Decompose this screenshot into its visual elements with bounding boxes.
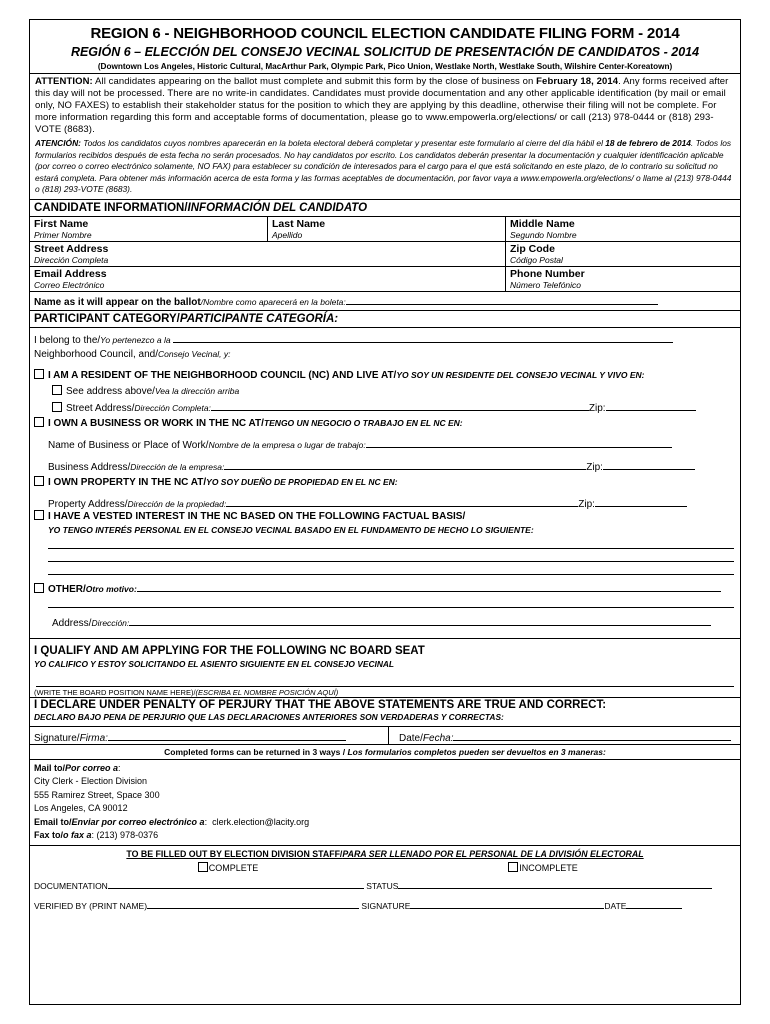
mail-address-line-3: Los Angeles, CA 90012 (34, 803, 128, 813)
incomplete-checkbox[interactable] (508, 862, 518, 872)
contact-row (30, 267, 740, 292)
business-address-row (30, 460, 740, 473)
vested-label-es: YO TENGO INTERÉS PERSONAL EN EL CONSEJO VECINAL BASADO EN EL FUNDAMENTO DE HECHO LO SIGUIENTE: (48, 524, 534, 535)
business-zip-field[interactable] (603, 460, 695, 470)
belong-label: I belong to the/ (34, 334, 101, 346)
attention-text: All candidates appearing on the ballot must complete and submit this form by the close of business on (92, 76, 537, 87)
staff-date-label: DATE (604, 900, 627, 911)
participant-heading-es: PARTICIPANTE CATEGORÍA: (179, 312, 339, 325)
attention-text-b: . Any forms received after this day will not be processed. There are no write-in candidates. Candidates must provide documentation and any other applicable identification (by mail or email only, NO FAXES) to establish their stakeholder status for the position to which they are applying by this deadline, otherwise their filing will not be complete. For more information regarding this form and acceptable forms of documentation, please go to www.empowerla.org/elections/ or call (213) 978-0444 or (818) 293-VOTE (8683). (35, 76, 729, 135)
vested-line-3[interactable] (48, 562, 734, 575)
vested-checkbox[interactable] (34, 510, 44, 520)
vested-line-2[interactable] (48, 549, 734, 562)
other-address-field[interactable] (129, 616, 711, 626)
phone-label-es: Número Telefónico (510, 279, 582, 290)
property-row (30, 476, 740, 488)
vested-line-1[interactable] (48, 536, 734, 549)
resident-label-es: YO SOY UN RESIDENTE DEL CONSEJO VECINAL Y VIVO EN: (396, 369, 645, 380)
staff-signature-label: SIGNATURE (361, 900, 411, 911)
declare-heading: I DECLARE UNDER PENALTY OF PERJURY THAT THE ABOVE STATEMENTS ARE TRUE AND CORRECT: (34, 698, 607, 711)
staff-status-row (30, 859, 740, 873)
business-name-field[interactable] (366, 438, 672, 448)
other-line-2[interactable] (48, 595, 734, 608)
verified-label: VERIFIED BY (PRINT NAME) (34, 900, 148, 911)
write-position-row (30, 687, 740, 698)
fax-row: Fax to/o fax a: (213) 978-0376 (34, 830, 159, 840)
incomplete-label: INCOMPLETE (519, 862, 578, 873)
other-address-label-es: Dirección: (91, 617, 130, 628)
email-row: Email to/Enviar por correo electrónico a: clerk.election@lacity.org (34, 816, 310, 827)
belong-row (30, 333, 740, 346)
middle-name-field[interactable] (506, 217, 740, 241)
business-zip-label: Zip: (586, 461, 603, 473)
staff-heading (30, 846, 740, 859)
see-above-label: See address above/ (66, 385, 155, 397)
nc-label: Neighborhood Council, and/ (34, 348, 158, 360)
nc-label-es: Consejo Vecinal, y: (157, 348, 231, 359)
property-zip-field[interactable] (595, 497, 687, 507)
phone-label: Phone Number (510, 267, 585, 280)
ballot-name-label: Name as it will appear on the ballot (34, 296, 201, 308)
email-label-es: Correo Electrónico (34, 279, 105, 290)
first-name-label: First Name (34, 217, 89, 230)
complete-label: COMPLETE (208, 862, 259, 873)
property-address-label: Property Address/ (48, 498, 128, 510)
mail-address-line-1: City Clerk - Election Division (34, 776, 148, 786)
vested-label: I HAVE A VESTED INTEREST IN THE NC BASED ON THE FOLLOWING FACTUAL BASIS/ (48, 510, 466, 522)
clerk-email: clerk.election@lacity.org (212, 816, 310, 827)
documentation-field[interactable] (108, 879, 364, 889)
qualify-heading-es: YO CALIFICO Y ESTOY SOLICITANDO EL ASIENTO SIGUIENTE EN EL CONSEJO VECINAL (34, 658, 395, 669)
mail-address-line-2: 555 Ramirez Street, Space 300 (34, 789, 160, 800)
attention-text-es-b: . Todos los formularios recibidos después de esta fecha no serán procesados. No hay candidatos por escrito. Los candidatos deberán presentar la documentación y cualquier identificación aplicable (por correo o correo electrónico solamente, NO FAX) para establecer su condición de interesados para el cargo para el que está solicitando en este plazo, de lo contrario su solicitud no estará completa. Para obtener más información acerca de esta forma y las formas aceptables de documentación, por favor vaya a www.empowerla.org/elections/ o llame al (213) 978-0444 o (818) 293-VOTE (8683). (35, 138, 732, 194)
first-name-label-es: Primer Nombre (34, 229, 92, 240)
board-seat-field[interactable] (36, 669, 734, 687)
business-name-label: Name of Business or Place of Work/ (48, 439, 209, 451)
property-address-field[interactable] (226, 497, 578, 507)
attention-text-es: Todos los candidatos cuyos nombres aparecerán en la boleta electoral deberá completar y presentar este formulario al cierre del día hábil el (80, 138, 606, 148)
name-row (30, 217, 740, 242)
deadline-date: February 18, 2014 (536, 76, 619, 87)
resident-checkbox[interactable] (34, 369, 44, 379)
work-label: I OWN A BUSINESS OR WORK IN THE NC AT/ (48, 417, 264, 429)
property-label-es: YO SOY DUEÑO DE PROPIEDAD EN EL NC EN: (206, 476, 398, 487)
ballot-name-field[interactable] (346, 295, 658, 305)
attention-label-es: ATENCIÓN: (35, 138, 81, 148)
address-row (30, 242, 740, 267)
other-label-es: Otro motivo: (85, 583, 137, 594)
date-label-es: Fecha: (422, 732, 454, 744)
write-position-label-es: (ESCRIBA EL NOMBRE POSICIÓN AQUÍ) (195, 687, 339, 697)
verified-field[interactable] (147, 899, 359, 909)
attention-notice (30, 74, 740, 138)
incomplete-option (386, 862, 740, 873)
qualify-heading: I QUALIFY AND AM APPLYING FOR THE FOLLOWING NC BOARD SEAT (34, 644, 425, 657)
staff-verified-row (30, 899, 740, 911)
property-zip-label: Zip: (578, 498, 595, 510)
date-cell (389, 727, 740, 744)
nc-name-field[interactable] (173, 333, 673, 343)
phone-number-field[interactable] (506, 267, 740, 291)
participant-section-heading (30, 311, 740, 328)
other-address-label: Address/ (52, 617, 92, 629)
status-label: STATUS (366, 880, 399, 891)
resident-row (30, 369, 740, 381)
other-checkbox[interactable] (34, 583, 44, 593)
street-checkbox[interactable] (52, 402, 62, 412)
business-address-label: Business Address/ (48, 461, 131, 473)
signature-row (30, 727, 740, 745)
resident-street-field[interactable] (211, 401, 589, 411)
participant-heading: PARTICIPANT CATEGORY/ (34, 312, 180, 325)
candidate-heading-es: INFORMACIÓN DEL CANDIDATO (187, 201, 368, 214)
street-label: Street Address (34, 242, 109, 255)
candidate-heading: CANDIDATE INFORMATION/ (34, 201, 188, 214)
return-heading-en: Completed forms can be returned in 3 ways / (164, 746, 348, 757)
mail-label-es: Por correo a (65, 762, 119, 773)
resident-street-label-es: Dirección Completa: (134, 402, 211, 413)
email-to-label-es: Enviar por correo electrónico a (71, 816, 205, 827)
filing-form (29, 19, 741, 1005)
signature-label-es: Firma: (79, 732, 108, 744)
see-above-row (30, 385, 740, 397)
business-address-field[interactable] (224, 460, 586, 470)
business-name-row (30, 438, 740, 451)
staff-signature-field[interactable] (410, 899, 604, 909)
zip-code-field[interactable] (506, 242, 740, 266)
return-methods (30, 760, 740, 846)
email-to-label: Email to/ (34, 816, 72, 827)
fax-to-label: Fax to/ (34, 830, 64, 840)
last-name-label-es: Apellido (272, 229, 303, 240)
work-row (30, 417, 740, 429)
resident-label: I AM A RESIDENT OF THE NEIGHBORHOOD COUNCIL (NC) AND LIVE AT/ (48, 369, 397, 381)
vested-row-es (30, 525, 740, 536)
belong-label-es: Yo pertenezco a la (100, 334, 171, 345)
last-name-field[interactable] (268, 217, 506, 241)
work-checkbox[interactable] (34, 417, 44, 427)
attention-label: ATTENTION: (35, 76, 93, 87)
complete-checkbox[interactable] (198, 862, 208, 872)
fax-to-label-es: o fax a (63, 830, 92, 840)
staff-date-field[interactable] (626, 899, 682, 909)
mail-row: Mail to/Por correo a: (34, 762, 121, 773)
form-title-spanish: REGIÓN 6 – ELECCIÓN DEL CONSEJO VECINAL SOLICITUD DE PRESENTACIÓN DE CANDIDATOS - 2014 (70, 45, 700, 59)
other-field[interactable] (137, 582, 721, 592)
signature-cell (30, 727, 389, 744)
other-row (30, 582, 740, 595)
staff-documentation-row (30, 879, 740, 891)
middle-name-label-es: Segundo Nombre (510, 229, 577, 240)
business-name-label-es: Nombre de la empresa o lugar de trabajo: (208, 439, 366, 450)
middle-name-label: Middle Name (510, 217, 575, 230)
form-subtitle: (Downtown Los Angeles, Historic Cultural, MacArthur Park, Olympic Park, Pico Union, Westlake North, Westlake South, Wilshire Center-Koreatown) (97, 62, 673, 71)
last-name-label: Last Name (272, 217, 326, 230)
form-header (30, 20, 740, 74)
staff-heading-en: TO BE FILLED OUT BY ELECTION DIVISION STAFF/ (126, 848, 343, 859)
see-above-checkbox[interactable] (52, 385, 62, 395)
date-field[interactable] (453, 731, 731, 741)
see-above-label-es: Vea la dirección arriba (154, 385, 240, 396)
signature-label: Signature/ (34, 732, 80, 744)
street-label-es: Dirección Completa (34, 254, 109, 265)
nc-row (30, 349, 740, 360)
resident-zip-label: Zip: (588, 402, 606, 414)
email-label: Email Address (34, 267, 107, 280)
other-address-row (30, 616, 740, 629)
zip-label: Zip Code (510, 242, 555, 255)
resident-street-label: Street Address/ (66, 402, 135, 414)
other-label: OTHER/ (48, 583, 86, 595)
signature-field[interactable] (108, 731, 346, 741)
date-label: Date/ (399, 732, 423, 744)
ballot-name-label-es: /Nombre como aparecerá en la boleta: (200, 296, 346, 307)
return-heading (30, 745, 740, 760)
write-position-label: (WRITE THE BOARD POSITION NAME HERE)/ (34, 687, 196, 697)
email-address-field[interactable] (30, 267, 506, 291)
fax-number: (213) 978-0376 (96, 830, 159, 840)
zip-label-es: Código Postal (510, 254, 563, 265)
deadline-date-es: 18 de febrero de 2014 (605, 138, 691, 148)
declare-heading-es: DECLARO BAJO PENA DE PERJURIO QUE LAS DECLARACIONES ANTERIORES SON VERDADERAS Y CORRECTAS: (30, 711, 740, 727)
mail-label: Mail to/ (34, 762, 65, 773)
resident-street-row (30, 401, 740, 414)
form-title: REGION 6 - NEIGHBORHOOD COUNCIL ELECTION CANDIDATE FILING FORM - 2014 (90, 25, 680, 42)
return-heading-es: Los formularios completos pueden ser devueltos en 3 maneras: (347, 746, 606, 757)
vested-row (30, 510, 740, 522)
resident-zip-field[interactable] (606, 401, 696, 411)
property-address-label-es: Dirección de la propiedad: (127, 498, 227, 509)
property-checkbox[interactable] (34, 476, 44, 486)
street-address-field[interactable] (30, 242, 506, 266)
staff-heading-es: PARA SER LLENADO POR EL PERSONAL DE LA DIVISIÓN ELECTORAL (342, 848, 644, 859)
property-address-row (30, 497, 740, 510)
candidate-section-heading (30, 200, 740, 217)
property-label: I OWN PROPERTY IN THE NC AT/ (48, 476, 207, 488)
documentation-label: DOCUMENTATION (34, 880, 108, 891)
first-name-field[interactable] (30, 217, 268, 241)
ballot-name-row (30, 292, 740, 311)
status-field[interactable] (398, 879, 712, 889)
work-label-es: TENGO UN NEGOCIO O TRABAJO EN EL NC EN: (263, 417, 463, 428)
attention-notice-spanish (30, 138, 740, 200)
business-address-label-es: Dirección de la empresa: (130, 461, 225, 472)
complete-option (30, 862, 386, 873)
